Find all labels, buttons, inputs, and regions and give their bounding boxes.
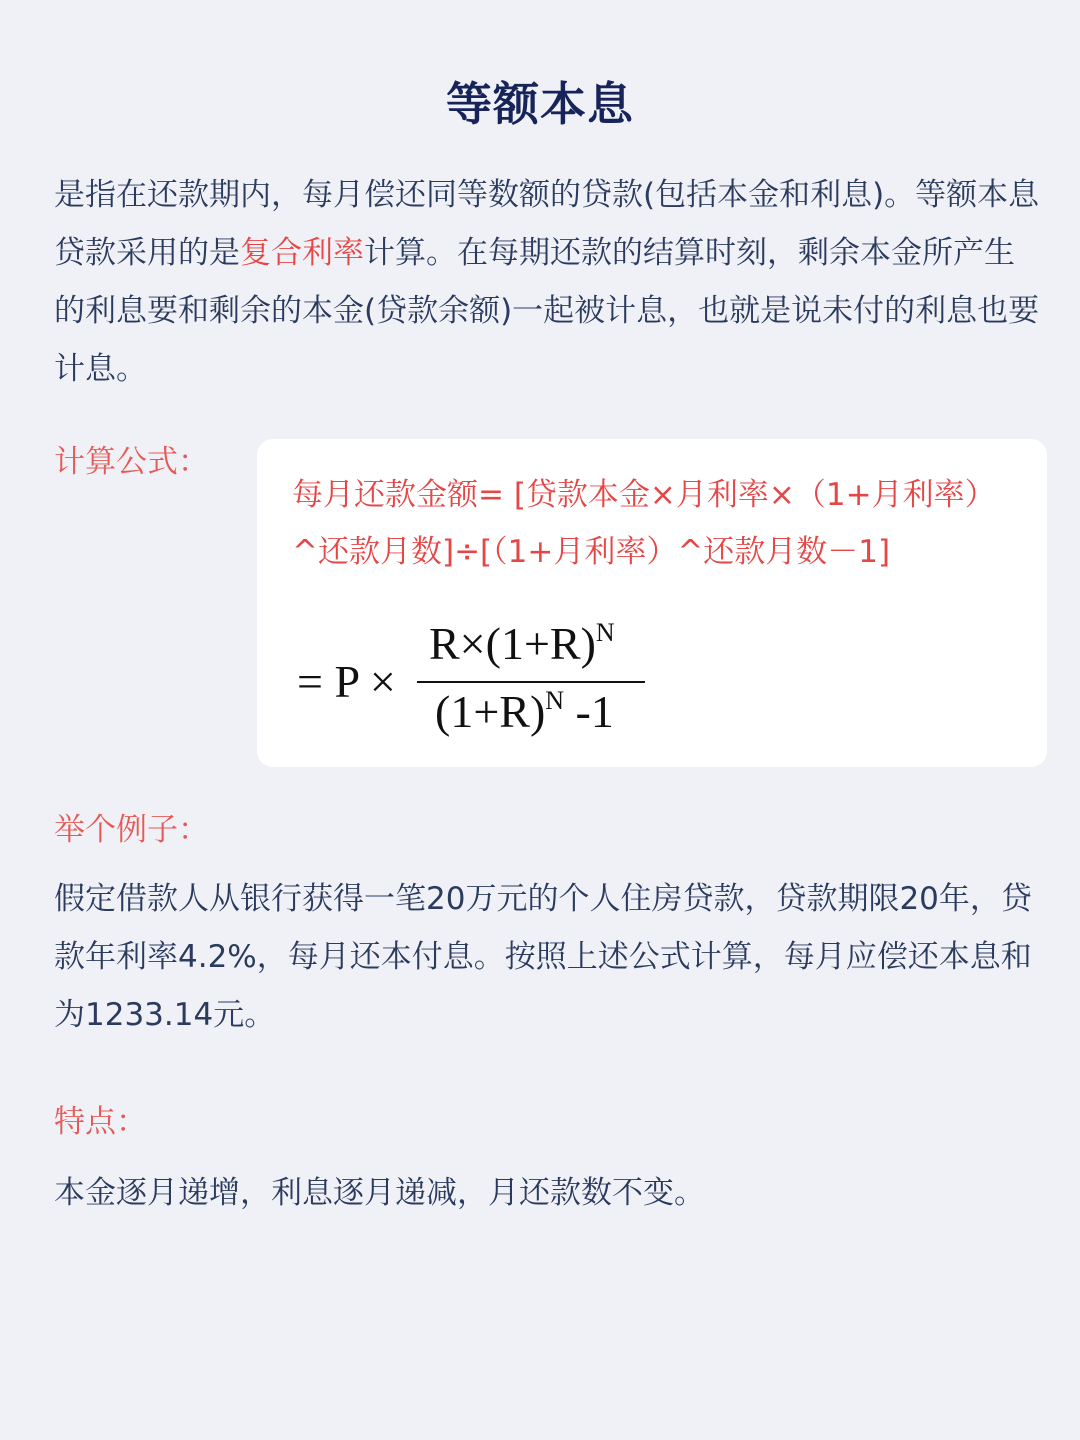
feature-paragraph: 本金逐月递增，利息逐月递减，月还款数不变。 bbox=[54, 1175, 705, 1211]
math-numerator bbox=[429, 617, 615, 670]
formula-text: 每月还款金额= [贷款本金×月利率×（1+月利率）^还款月数]÷[（1+月利率）^还款月数－1] bbox=[292, 477, 981, 570]
feature-label: 特点： bbox=[54, 1104, 147, 1140]
fraction-bar bbox=[417, 681, 645, 683]
formula-card bbox=[257, 439, 1047, 767]
numerator-exponent: N bbox=[595, 618, 615, 647]
intro-paragraph bbox=[54, 166, 1044, 398]
example-paragraph: 假定借款人从银行获得一笔20万元的个人住房贷款，贷款期限20年，贷款年利率4.2%，每月还本付息。按照上述公式计算，每月应偿还本息和为1233.14元。 bbox=[54, 881, 1032, 1033]
compound-interest-highlight: 复合利率 bbox=[240, 235, 364, 271]
denominator-tail: -1 bbox=[564, 686, 614, 737]
math-denominator bbox=[435, 685, 614, 738]
denominator-base: (1+R) bbox=[435, 686, 546, 737]
formula-label: 计算公式： bbox=[54, 444, 209, 480]
denominator-exponent: N bbox=[545, 686, 565, 715]
math-lhs: = P × bbox=[297, 656, 396, 707]
math-formula bbox=[297, 617, 717, 747]
page-title: 等额本息 bbox=[446, 77, 634, 131]
intro-text-start: 是指在还款期内，每月偿还同等数额的贷款(包括本金和利息)。等额本息贷款采用的是 bbox=[54, 177, 1040, 271]
numerator-base: R×(1+R) bbox=[429, 618, 596, 669]
example-label: 举个例子： bbox=[54, 812, 209, 848]
intro-text-end: 计算。在每期还款的结算时刻，剩余本金所产生的利息要和剩余的本金(贷款余额)一起被计息，也就是说未付的利息也要计息。 bbox=[54, 235, 1040, 387]
